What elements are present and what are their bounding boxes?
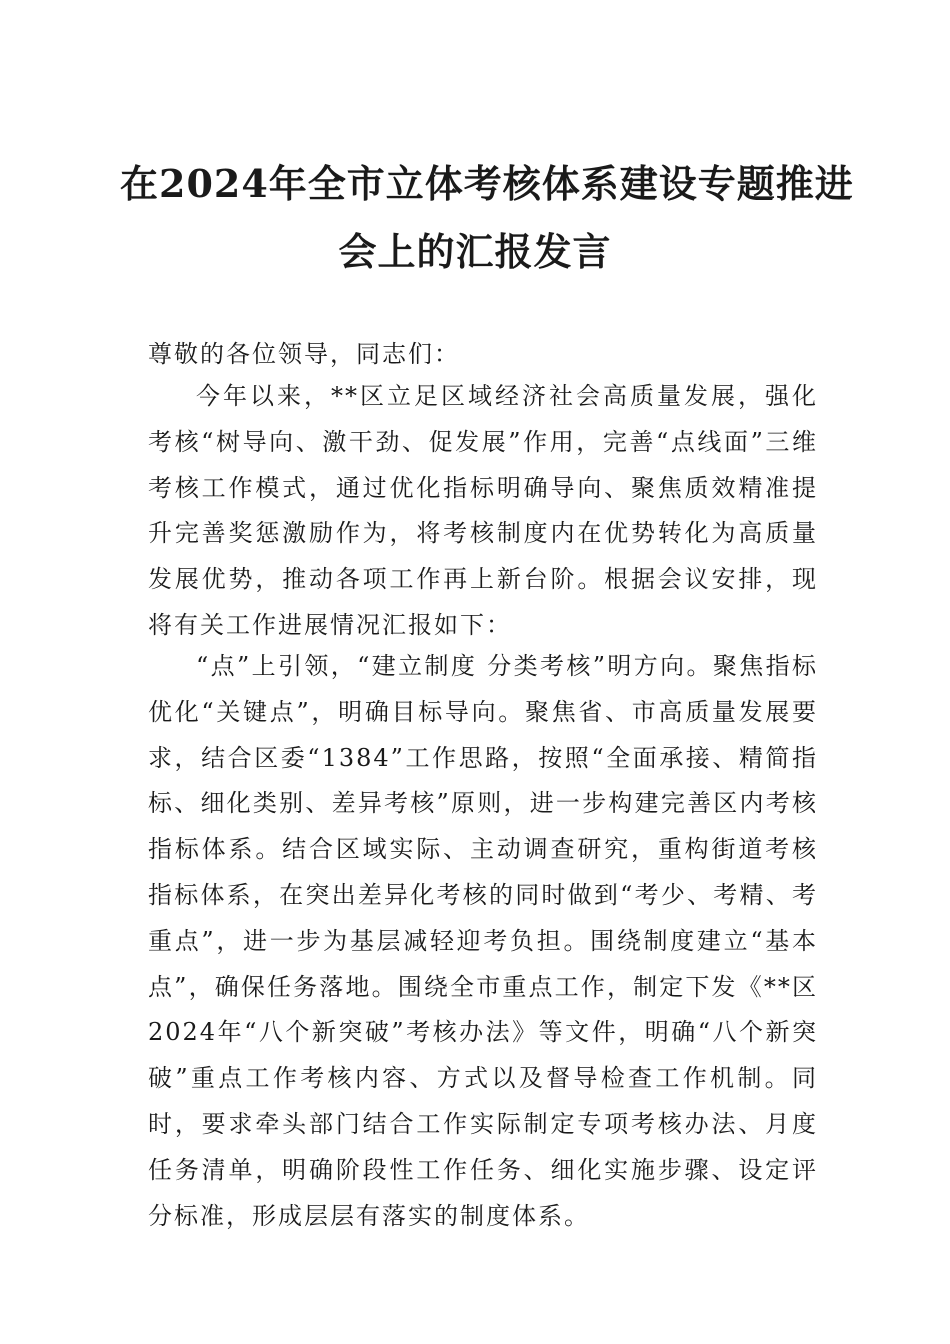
salutation: 尊敬的各位领导，同志们： xyxy=(148,340,460,368)
document-title-line-2: 会上的汇报发言 xyxy=(338,229,612,274)
document-title-line-1: 在2024年全市立体考核体系建设专题推进 xyxy=(120,161,854,206)
paragraph-point-guidance: “点”上引领，“建立制度 分类考核”明方向。聚焦指标优化“关键点”，明确目标导向。聚焦省、市高质量发展要求，结合区委“1384”工作思路，按照“全面承接、精简指标、细化类别、差异考核”原则，进一步构建完善区内考核指标体系。结合区域实际、主动调查研究，重构街道考核指标体系，在突出差异化考核的同时做到“考少、考精、考重点”，进一步为基层减轻迎考负担。围绕制度建立“基本点”，确保任务落地。围绕全市重点工作，制定下发《**区2024年“八个新突破”考核办法》等文件，明确“八个新突破”重点工作考核内容、方式以及督导检查工作机制。同时，要求牵头部门结合工作实际制定专项考核办法、月度任务清单，明确阶段性工作任务、细化实施步骤、设定评分标准，形成层层有落实的制度体系。 xyxy=(148,652,818,1230)
paragraph-intro: 今年以来，**区立足区域经济社会高质量发展，强化考核“树导向、激干劲、促发展”作用，完善“点线面”三维考核工作模式，通过优化指标明确导向、聚焦质效精准提升完善奖惩激励作为，将考核制度内在优势转化为高质量发展优势，推动各项工作再上新台阶。根据会议安排，现将有关工作进展情况汇报如下： xyxy=(148,382,818,639)
